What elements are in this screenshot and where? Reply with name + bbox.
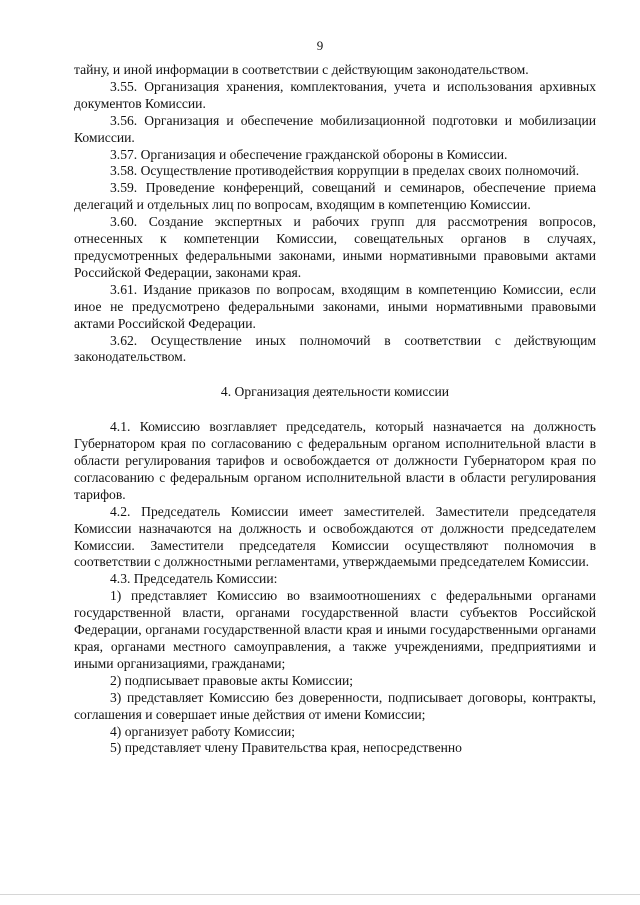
page-number: 9 [316,38,324,53]
list-item-4: 4) организует работу Комиссии; [110,723,296,739]
section-heading: 4. Организация деятельности комиссии [220,384,450,400]
bottom-edge-line [0,894,640,895]
paragraph-3-62: 3.62. Осуществление иных полномочий в соответствии с действующим законодательством. [74,332,596,365]
paragraph-4-2: 4.2. Председатель Комиссии имеет заместителей. Заместители председателя Комиссии назначаются на должность и освобождаются от должности председателем Комиссии. Заместители председателя Комиссии осуществляют полномочия в соответствии с должностными регламентами, утверждаемыми председателем Комиссии. [74,503,596,570]
paragraph-3-59: 3.59. Проведение конференций, совещаний и семинаров, обеспечение приема делегаций и отдельных лиц по вопросам, входящим в компетенцию Комиссии. [74,180,596,213]
paragraph-3-55: 3.55. Организация хранения, комплектования, учета и использования архивных документов Комиссии. [74,78,596,111]
paragraph-3-58: 3.58. Осуществление противодействия коррупции в пределах своих полномочий. [110,163,580,179]
paragraph-3-61: 3.61. Издание приказов по вопросам, входящим в компетенцию Комиссии, если иное не предусмотрено федеральными законами, иными нормативными правовыми актами Российской Федерации. [74,281,596,331]
list-item-2: 2) подписывает правовые акты Комиссии; [110,672,354,688]
paragraph-3-57: 3.57. Организация и обеспечение гражданской обороны в Комиссии. [110,146,508,162]
paragraph-3-56: 3.56. Организация и обеспечение мобилизационной подготовки и мобилизации Комиссии. [74,112,596,145]
document-body [74,62,596,757]
paragraph-3-60: 3.60. Создание экспертных и рабочих групп для рассмотрения вопросов, отнесенных к компетенции Комиссии, совещательных органов в случаях, предусмотренных федеральными законами, иными нормативными правовыми актами Российской Федерации, законами края. [74,214,596,280]
paragraph-4-3: 4.3. Председатель Комиссии: [110,571,278,587]
paragraph-continuation: тайну, и иной информации в соответствии с действующим законодательством. [74,62,529,77]
list-item-1: 1) представляет Комиссию во взаимоотношениях с федеральными органами государственной власти, органами государственной власти субъектов Российской Федерации, органами государственной власти края и иными государственными органами края, органами местного самоуправления, а также учреждениями, предприятиями и иными организациями, гражданами; [74,588,596,671]
list-item-3: 3) представляет Комиссию без доверенности, подписывает договоры, контракты, соглашения и совершает иные действия от имени Комиссии; [74,689,596,722]
paragraph-4-1: 4.1. Комиссию возглавляет председатель, который назначается на должность Губернатором края по согласованию с федеральным органом исполнительной власти в области регулирования тарифов и освобождается от должности Губернатором края по согласованию с федеральным органом исполнительной власти в области регулирования тарифов. [74,419,596,502]
list-item-5: 5) представляет члену Правительства края, непосредственно [110,740,462,756]
